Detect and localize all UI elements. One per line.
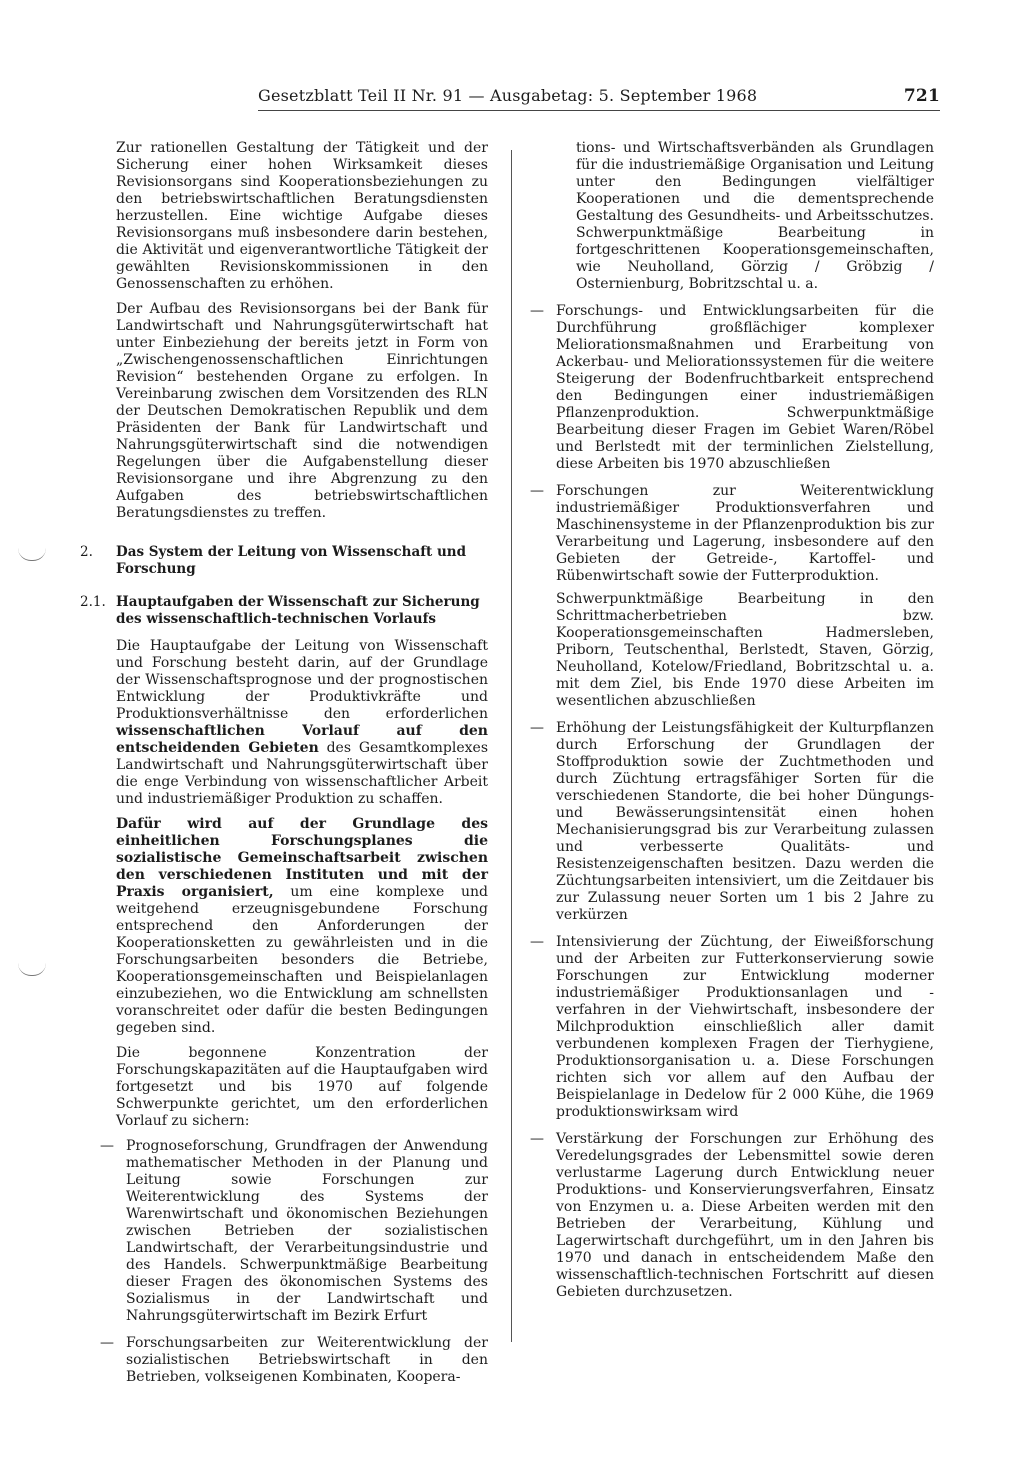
list-item: — Intensivierung der Züchtung, der Eiweißforschung und der Arbeiten zur Futterkonservierung sowie Forschungen zur Entwicklung moderner industriemäßiger Produktionsanlagen und -verfahren in der Viehwirtschaft, insbesondere der Milchproduktion einschließlich aller damit verbundenen komplexen Fragen der Tierhygiene, Produktionsorganisation u. a. Diese Forschungen richten sich vor allem auf den Aufbau der Beispielanlage in Dedelow für 2 000 Kühe, die 1969 produktionswirksam wird [530,934,934,1121]
page-number: 721 [903,86,940,106]
section-number: 2.1. [80,594,106,610]
paragraph-research-plan [80,816,488,1037]
paragraph-main-task [80,638,488,808]
left-column [80,140,488,1396]
list-item: — Erhöhung der Leistungsfähigkeit der Kulturpflanzen durch Erforschung der Grundlagen der Stoffproduktion sowie der Zuchtmethoden und durch Züchtung ertragsfähiger Sorten für die verschiedenen Standorte, die bei hoher Düngungs- und Bewässerungsintensität einen hohen Mechanisierungsgrad bis zur Verarbeitung zulassen und verbesserte Qualitäts- und Resistenzeigenschaften besitzen. Dazu werden die Züchtungsarbeiten intensiviert, um die Zeitdauer bis zur Zulassung neuer Sorten um 1 bis 2 Jahre zu verkürzen [530,720,934,924]
list-item-continuation: tions- und Wirtschaftsverbänden als Grundlagen für die industriemäßige Organisation und Leitung unter den Bedingungen vielfältiger Kooperationen und die dementsprechende Gestaltung des Gesundheits- und Arbeitsschutzes. Schwerpunktmäßige Bearbeitung in fortgeschrittenen Kooperationsgemeinschaften, wie Neuholland, Görzig / Gröbzig / Osternienburg, Bobritzschtal u. a. [576,140,934,292]
list-item: — Forschungs- und Entwicklungsarbeiten für die Durchführung großflächiger komplexer Meliorationsmaßnahmen und Erarbeitung von Ackerbau- und Meliorationssystemen für die weitere Steigerung der Bodenfruchtbarkeit entsprechend den Bedingungen einer industriemäßigen Pflanzenproduktion. Schwerpunktmäßige Bearbeitung dieser Fragen im Gebiet Waren/Röbel und Berlstedt mit der terminlichen Zielstellung, diese Arbeiten bis 1970 abzuschließen [530,303,934,473]
text-run: um eine komplexe und weitgehend erzeugnisgebundene Forschung entsprechend den Anforderungen der Kooperationsketten zu gewährleisten und in die Forschungsarbeiten besonders die Betriebe, Kooperationsgemeinschaften und Beispielanlagen einzubeziehen, wo die Entwicklung am schnellsten voranschreitet oder dafür die besten Bedingungen gegeben sind. [116,884,489,1036]
header-rule [258,110,940,111]
margin-pencil-mark [18,963,46,976]
list-item-text: Forschungen zur Weiterentwicklung industriemäßiger Produktionsverfahren und Maschinensysteme in der Pflanzenproduktion bis zur Verarbeitung und Lagerung, insbesondere auf den Gebieten der Getreide-, Kartoffel- und Rübenwirtschaft sowie der Futterproduktion. [556,483,934,584]
focus-list-left [100,1138,488,1386]
bold-text-run: wissenschaftlichen Vorlauf auf den entscheidenden Gebieten [116,723,488,756]
list-item: — Prognoseforschung, Grundfragen der Anwendung mathematischer Methoden in der Planung und Leitung sowie Forschungen zur Weiterentwicklung des Systems der Warenwirtschaft und ökonomischen Beziehungen zwischen Betrieben der sozialistischen Landwirtschaft, der Verarbeitungsindustrie und des Handels. Schwerpunktmäßige Bearbeitung dieser Fragen des ökonomischen Systems des Sozialismus in der Landwirtschaft und Nahrungsgüterwirtschaft im Bezirk Erfurt [100,1138,488,1325]
page-header [258,86,940,105]
bold-text-run: Dafür wird auf der Grundlage des einheitlichen Forschungsplanes die sozialistische Gemeinschaftsarbeit zwischen den verschiedenen Instituten und mit der Praxis organisiert, [116,816,488,900]
text-run: des Gesamtkomplexes Landwirtschaft und Nahrungsgüterwirtschaft über die enge Verbindung von wissenschaftlicher Arbeit und industriemäßiger Produktion zu schaffen. [116,740,489,807]
header-title: Gesetzblatt Teil II Nr. 91 — Ausgabetag: 5. September 1968 [258,86,758,105]
right-column [530,140,934,1311]
paragraph-revision-bank: Der Aufbau des Revisionsorgans bei der Bank für Landwirtschaft und Nahrungsgüterwirtschaft hat unter Einbeziehung der bereits jetzt in Form von „Zwischengenossenschaftlichen Einrichtungen Revision“ bestehenden Organe zu erfolgen. In Vereinbarung zwischen dem Vorsitzenden des RLN der Deutschen Demokratischen Republik und dem Präsidenten der Bank für Landwirtschaft und Nahrungsgüterwirtschaft sind die notwendigen Regelungen über die Aufgabenstellung dieser Revisionsorgane und ihre Abgrenzung zu den Aufgaben des betriebswirtschaftlichen Beratungsdienstes zu treffen. [116,301,488,521]
list-item [530,483,934,710]
section-number: 2. [80,544,93,560]
paragraph-concentration: Die begonnene Konzentration der Forschungskapazitäten auf die Hauptaufgaben wird fortgesetzt und bis 1970 auf folgende Schwerpunkte gerichtet, um den erforderlichen Vorlauf zu sichern: [116,1045,488,1129]
section-title: Hauptaufgaben der Wissenschaft zur Sicherung des wissenschaftlich-technischen Vorlaufs [116,594,480,627]
list-item: — Forschungsarbeiten zur Weiterentwicklung der sozialistischen Betriebswirtschaft in den Betrieben, volkseigenen Kombinaten, Koopera- [100,1335,488,1386]
focus-list-right [530,140,934,1301]
list-item-subparagraph: Schwerpunktmäßige Bearbeitung in den Schrittmacherbetrieben bzw. Kooperationsgemeinschaften Hadmersleben, Priborn, Teutschenthal, Berlstedt, Staven, Görzig, Neuholland, Kotelow/Friedland, Bobritzschtal u. a. mit dem Ziel, bis Ende 1970 diese Arbeiten im wesentlichen abzuschließen [556,591,934,709]
section-title: Das System der Leitung von Wissenschaft und Forschung [116,544,467,577]
column-divider [511,150,512,1342]
text-run: Die Hauptaufgabe der Leitung von Wissenschaft und Forschung besteht darin, auf der Grundlage der Wissenschaftsprognose und der prognostischen Entwicklung der Produktivkräfte und Produktionsverhältnisse den erforderlichen [116,638,488,722]
section-heading-2-1 [80,594,488,628]
margin-pencil-mark [18,548,46,561]
list-item: — Verstärkung der Forschungen zur Erhöhung des Veredelungsgrades der Lebensmittel sowie deren verlustarme Lagerung durch Entwicklung neuer Produktions- und Konservierungsverfahren, Einsatz von Enzymen u. a. Diese Arbeiten werden mit den Betrieben der Verarbeitung, Kühlung und Lagerwirtschaft durchgeführt, um in den Jahren bis 1970 und danach in entscheidendem Maße den wissenschaftlich-technischen Fortschritt auf diesen Gebieten durchzusetzen. [530,1131,934,1301]
section-heading-2 [80,544,488,578]
paragraph-revision-cooperation: Zur rationellen Gestaltung der Tätigkeit und der Sicherung einer hohen Wirksamkeit dieses Revisionsorgans sind Kooperationsbeziehungen zu den betriebswirtschaftlichen Beratungsdiensten herzustellen. Eine wichtige Aufgabe dieses Revisionsorgans muß insbesondere darin bestehen, die Aktivität und eigenverantwortliche Tätigkeit der gewählten Revisionskommissionen in den Genossenschaften zu erhöhen. [116,140,488,292]
